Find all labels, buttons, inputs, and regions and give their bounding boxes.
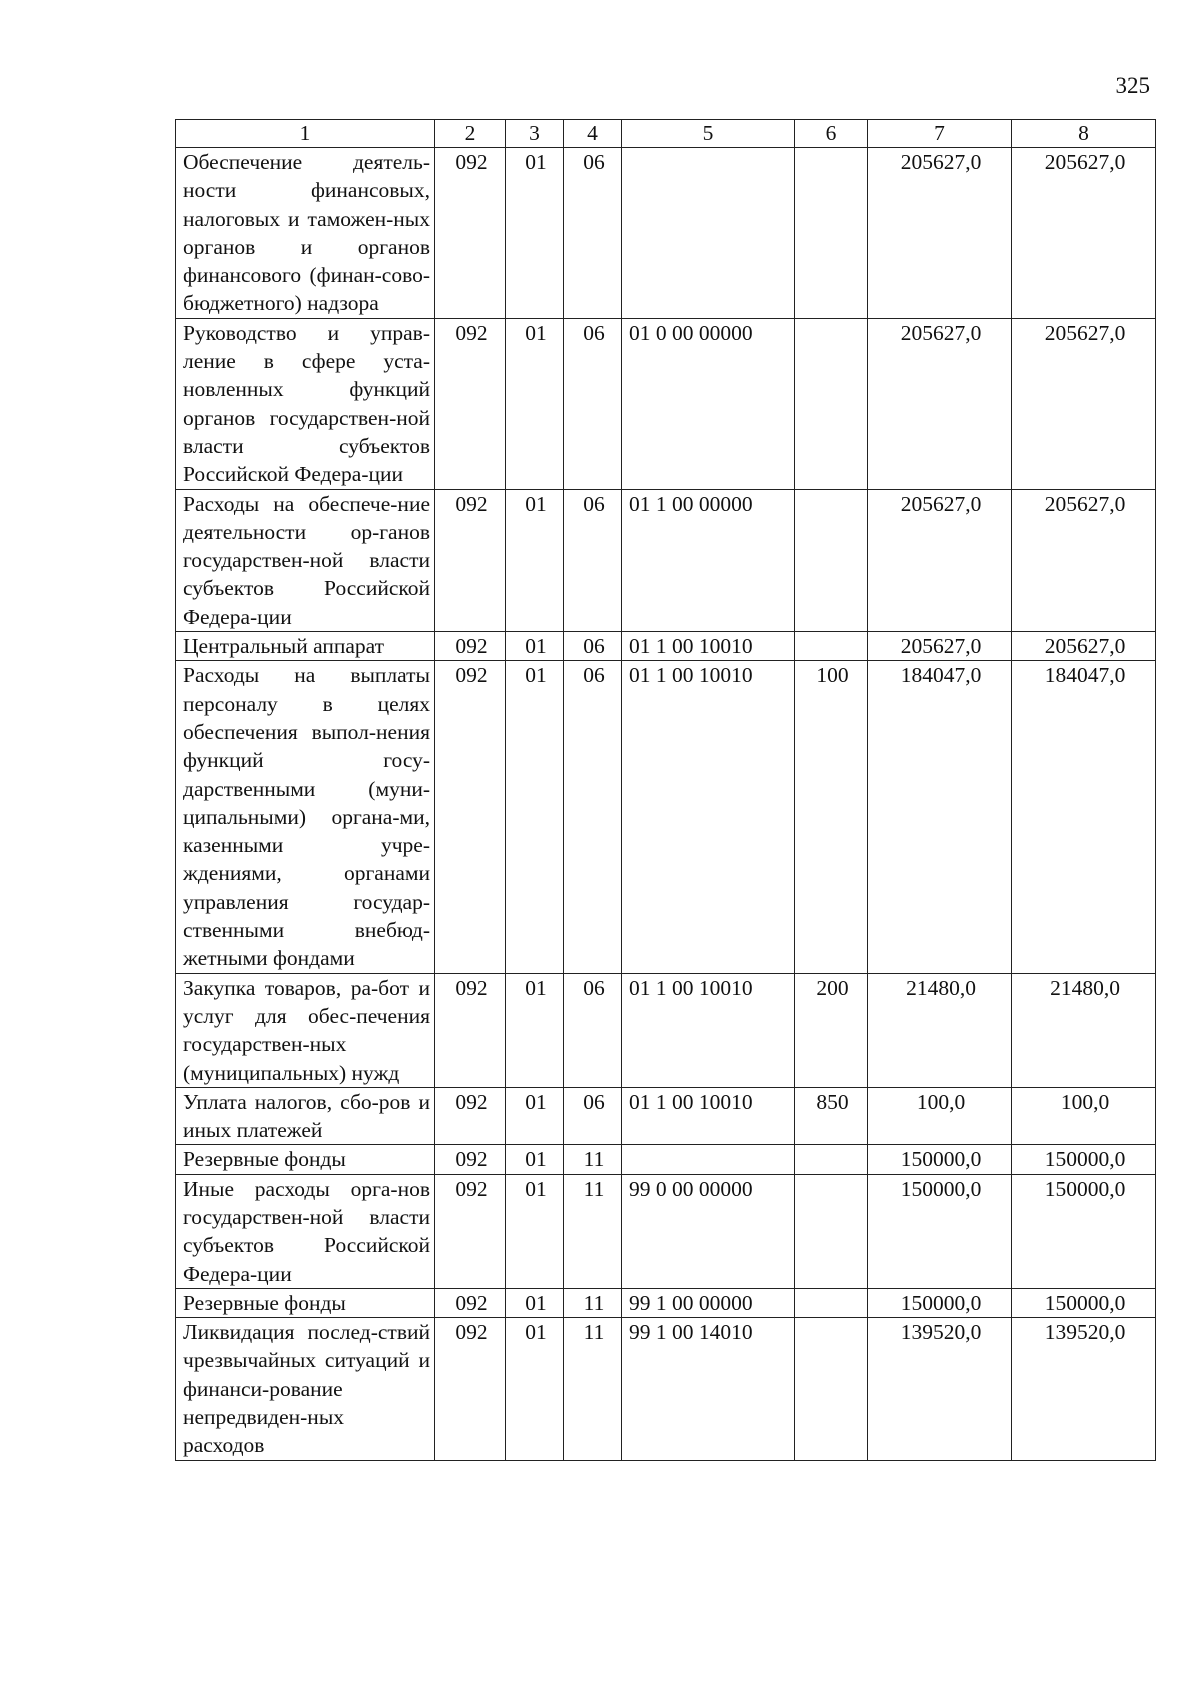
row-code-section: 01 [506,148,564,319]
row-code-expense-type: 100 [795,661,868,973]
column-header-1: 1 [176,120,435,148]
column-header-5: 5 [622,120,795,148]
row-amount-7: 184047,0 [868,661,1012,973]
row-name: Закупка товаров, ра-бот и услуг для обес-печения государствен-ных (муниципальных) нужд [176,973,435,1087]
row-code-section: 01 [506,1174,564,1288]
row-name: Руководство и управ-ление в сфере уста-новленных функций органов государствен-ной власти субъектов Российской Федера-ции [176,318,435,489]
table-row [176,1288,1156,1317]
row-code-section: 01 [506,1145,564,1174]
table-row [176,148,1156,319]
row-code-subsection: 06 [564,318,622,489]
column-header-8: 8 [1012,120,1156,148]
column-header-4: 4 [564,120,622,148]
row-code-ministry: 092 [435,1318,506,1460]
table-header-row [176,120,1156,148]
row-amount-7: 205627,0 [868,632,1012,661]
row-code-target: 01 1 00 10010 [622,1087,795,1145]
row-code-target: 99 0 00 00000 [622,1174,795,1288]
row-code-ministry: 092 [435,1145,506,1174]
column-header-7: 7 [868,120,1012,148]
row-code-target: 01 1 00 10010 [622,973,795,1087]
row-amount-8: 150000,0 [1012,1145,1156,1174]
row-code-ministry: 092 [435,489,506,631]
column-header-6: 6 [795,120,868,148]
row-code-ministry: 092 [435,1288,506,1317]
row-amount-8: 150000,0 [1012,1174,1156,1288]
page-number: 325 [1115,73,1150,98]
row-code-ministry: 092 [435,318,506,489]
row-code-ministry: 092 [435,661,506,973]
row-code-expense-type: 850 [795,1087,868,1145]
table-row [176,1174,1156,1288]
row-code-target [622,1145,795,1174]
row-code-section: 01 [506,318,564,489]
row-code-target: 99 1 00 14010 [622,1318,795,1460]
row-code-expense-type [795,1318,868,1460]
row-amount-8: 100,0 [1012,1087,1156,1145]
row-code-expense-type [795,148,868,319]
table-row [176,318,1156,489]
row-amount-8: 139520,0 [1012,1318,1156,1460]
row-code-target: 01 1 00 00000 [622,489,795,631]
row-code-expense-type [795,1174,868,1288]
row-amount-8: 21480,0 [1012,973,1156,1087]
row-amount-7: 139520,0 [868,1318,1012,1460]
table-row [176,632,1156,661]
row-name: Иные расходы орга-нов государствен-ной власти субъектов Российской Федера-ции [176,1174,435,1288]
row-code-target: 01 0 00 00000 [622,318,795,489]
row-code-section: 01 [506,489,564,631]
row-code-subsection: 11 [564,1288,622,1317]
row-code-subsection: 06 [564,973,622,1087]
row-code-subsection: 06 [564,489,622,631]
row-amount-7: 205627,0 [868,489,1012,631]
row-code-expense-type: 200 [795,973,868,1087]
table-row [176,1087,1156,1145]
row-code-subsection: 06 [564,632,622,661]
row-code-ministry: 092 [435,973,506,1087]
row-amount-8: 205627,0 [1012,318,1156,489]
column-header-3: 3 [506,120,564,148]
row-code-expense-type [795,1145,868,1174]
row-code-expense-type [795,318,868,489]
column-header-2: 2 [435,120,506,148]
row-code-section: 01 [506,1288,564,1317]
row-code-ministry: 092 [435,1174,506,1288]
row-code-section: 01 [506,1318,564,1460]
row-code-subsection: 06 [564,148,622,319]
row-code-expense-type [795,632,868,661]
row-amount-8: 150000,0 [1012,1288,1156,1317]
row-code-section: 01 [506,661,564,973]
row-code-target: 99 1 00 00000 [622,1288,795,1317]
row-code-subsection: 11 [564,1145,622,1174]
table-row [176,661,1156,973]
row-code-ministry: 092 [435,632,506,661]
row-code-target [622,148,795,319]
row-code-ministry: 092 [435,148,506,319]
table-row [176,1145,1156,1174]
row-amount-7: 150000,0 [868,1145,1012,1174]
row-code-section: 01 [506,632,564,661]
row-amount-7: 100,0 [868,1087,1012,1145]
row-code-subsection: 11 [564,1174,622,1288]
row-code-expense-type [795,1288,868,1317]
row-code-ministry: 092 [435,1087,506,1145]
row-amount-7: 150000,0 [868,1174,1012,1288]
row-code-subsection: 06 [564,1087,622,1145]
table-row [176,489,1156,631]
table-row [176,1318,1156,1460]
row-code-expense-type [795,489,868,631]
row-name: Ликвидация послед-ствий чрезвычайных ситуаций и финанси-рование непредвиден-ных расходов [176,1318,435,1460]
budget-table [175,119,1156,1461]
row-name: Резервные фонды [176,1145,435,1174]
row-code-subsection: 06 [564,661,622,973]
row-name: Резервные фонды [176,1288,435,1317]
row-amount-7: 205627,0 [868,148,1012,319]
row-amount-8: 184047,0 [1012,661,1156,973]
row-code-section: 01 [506,973,564,1087]
row-name: Уплата налогов, сбо-ров и иных платежей [176,1087,435,1145]
row-amount-8: 205627,0 [1012,148,1156,319]
row-amount-8: 205627,0 [1012,489,1156,631]
row-name: Расходы на выплаты персоналу в целях обеспечения выпол-нения функций госу-дарственными (муни-ципальными) органа-ми, казенными учре-ждениями, органами управления государ-ственными внебюд-жетными фондами [176,661,435,973]
row-code-target: 01 1 00 10010 [622,661,795,973]
row-code-subsection: 11 [564,1318,622,1460]
row-amount-7: 205627,0 [868,318,1012,489]
row-amount-7: 21480,0 [868,973,1012,1087]
row-name: Расходы на обеспече-ние деятельности ор-ганов государствен-ной власти субъектов Российской Федера-ции [176,489,435,631]
table-row [176,973,1156,1087]
row-name: Обеспечение деятель-ности финансовых, налоговых и таможен-ных органов и органов финансового (финан-сово-бюджетного) надзора [176,148,435,319]
row-name: Центральный аппарат [176,632,435,661]
row-amount-7: 150000,0 [868,1288,1012,1317]
row-code-section: 01 [506,1087,564,1145]
row-amount-8: 205627,0 [1012,632,1156,661]
row-code-target: 01 1 00 10010 [622,632,795,661]
